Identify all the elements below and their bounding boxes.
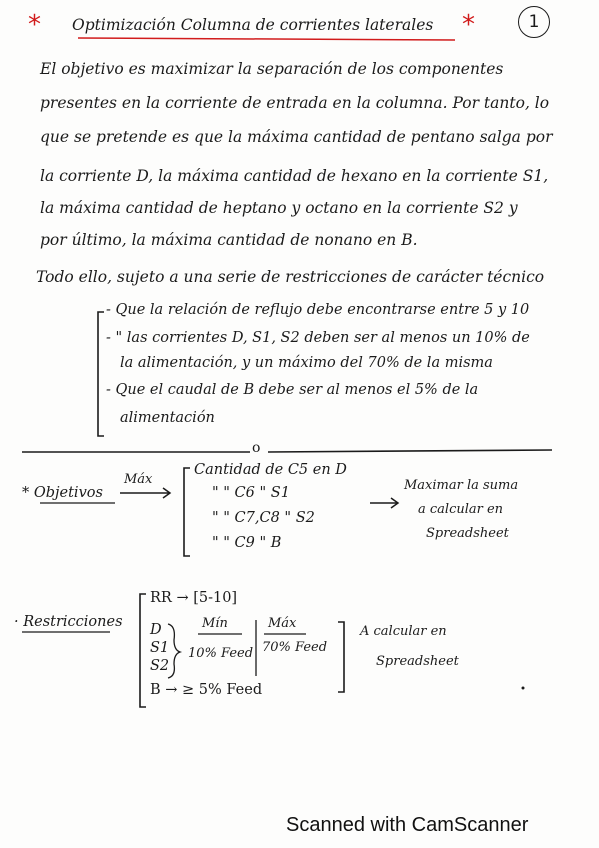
max-value: 70% Feed [262,640,328,655]
b-row: B → ≥ 5% Feed [150,682,263,698]
restriction-item: - Que la relación de reflujo debe encontrarse entre 5 y 10 [106,302,530,318]
max-arrow-label: Máx [124,472,153,487]
paragraph-line: que se pretende es que la máxima cantidad de pentano salga por [40,128,553,146]
restricciones-result: A calcular en [360,624,447,639]
result-arrow [370,498,398,508]
paragraph-line: El objetivo es maximizar la separación de los componentes [40,60,504,78]
separator-mark: o [252,440,261,456]
objetivos-result: Spreadsheet [426,526,509,541]
max-header: Máx [268,616,297,631]
objetivos-result: a calcular en [418,502,504,517]
min-value: 10% Feed [188,646,254,661]
stream-label: S1 [150,640,170,656]
paragraph-constraints-intro: Todo ello, sujeto a una serie de restricciones de carácter técnico [36,268,545,286]
restricciones-label: · Restricciones [14,614,123,630]
objetivo-row: " " C7,C8 " S2 [212,510,315,526]
objetivos-result: Maximar la suma [404,478,519,493]
page-number: 1 [518,6,550,38]
paragraph-line: por último, la máxima cantidad de nonano en B. [40,231,418,249]
paragraph-line: la máxima cantidad de heptano y octano en la corriente S2 y [40,199,518,217]
restricciones-bracket-right [338,622,344,692]
objetivo-row: " " C9 " B [212,535,282,551]
stream-label: S2 [150,658,170,674]
objetivo-row: " " C6 " S1 [212,485,290,501]
restricciones-result: Spreadsheet [376,654,459,669]
restriction-item: - Que el caudal de B debe ser al menos el 5% de la [106,382,479,398]
red-star-left: * [28,10,41,40]
separator-right [268,450,552,452]
restriction-item: - " las corrientes D, S1, S2 deben ser al menos un 10% de [106,330,530,346]
paragraph-line: presentes en la corriente de entrada en la columna. Por tanto, lo [40,94,550,112]
restricciones-bracket-left [140,594,146,707]
title-underline [78,38,455,40]
paragraph-line: la corriente D, la máxima cantidad de hexano en la corriente S1, [40,167,549,185]
restriction-item-continued: alimentación [120,410,215,426]
restrictions-bracket [98,312,104,436]
objetivos-label: * Objetivos [22,485,103,501]
scanner-watermark: Scanned with CamScanner [286,814,529,836]
min-header: Mín [202,616,228,631]
streams-brace [168,624,180,678]
stream-label: D [150,622,162,638]
max-arrow [120,488,170,498]
objetivos-bracket [184,468,190,556]
rr-row: RR → [5-10] [150,590,238,606]
page-title: Optimización Columna de corrientes laterales [72,16,434,34]
objetivo-row: Cantidad de C5 en D [194,462,347,478]
red-star-right: * [462,10,475,40]
restriction-item-continued: la alimentación, y un máximo del 70% de la misma [120,355,493,371]
stray-dot [522,687,525,690]
